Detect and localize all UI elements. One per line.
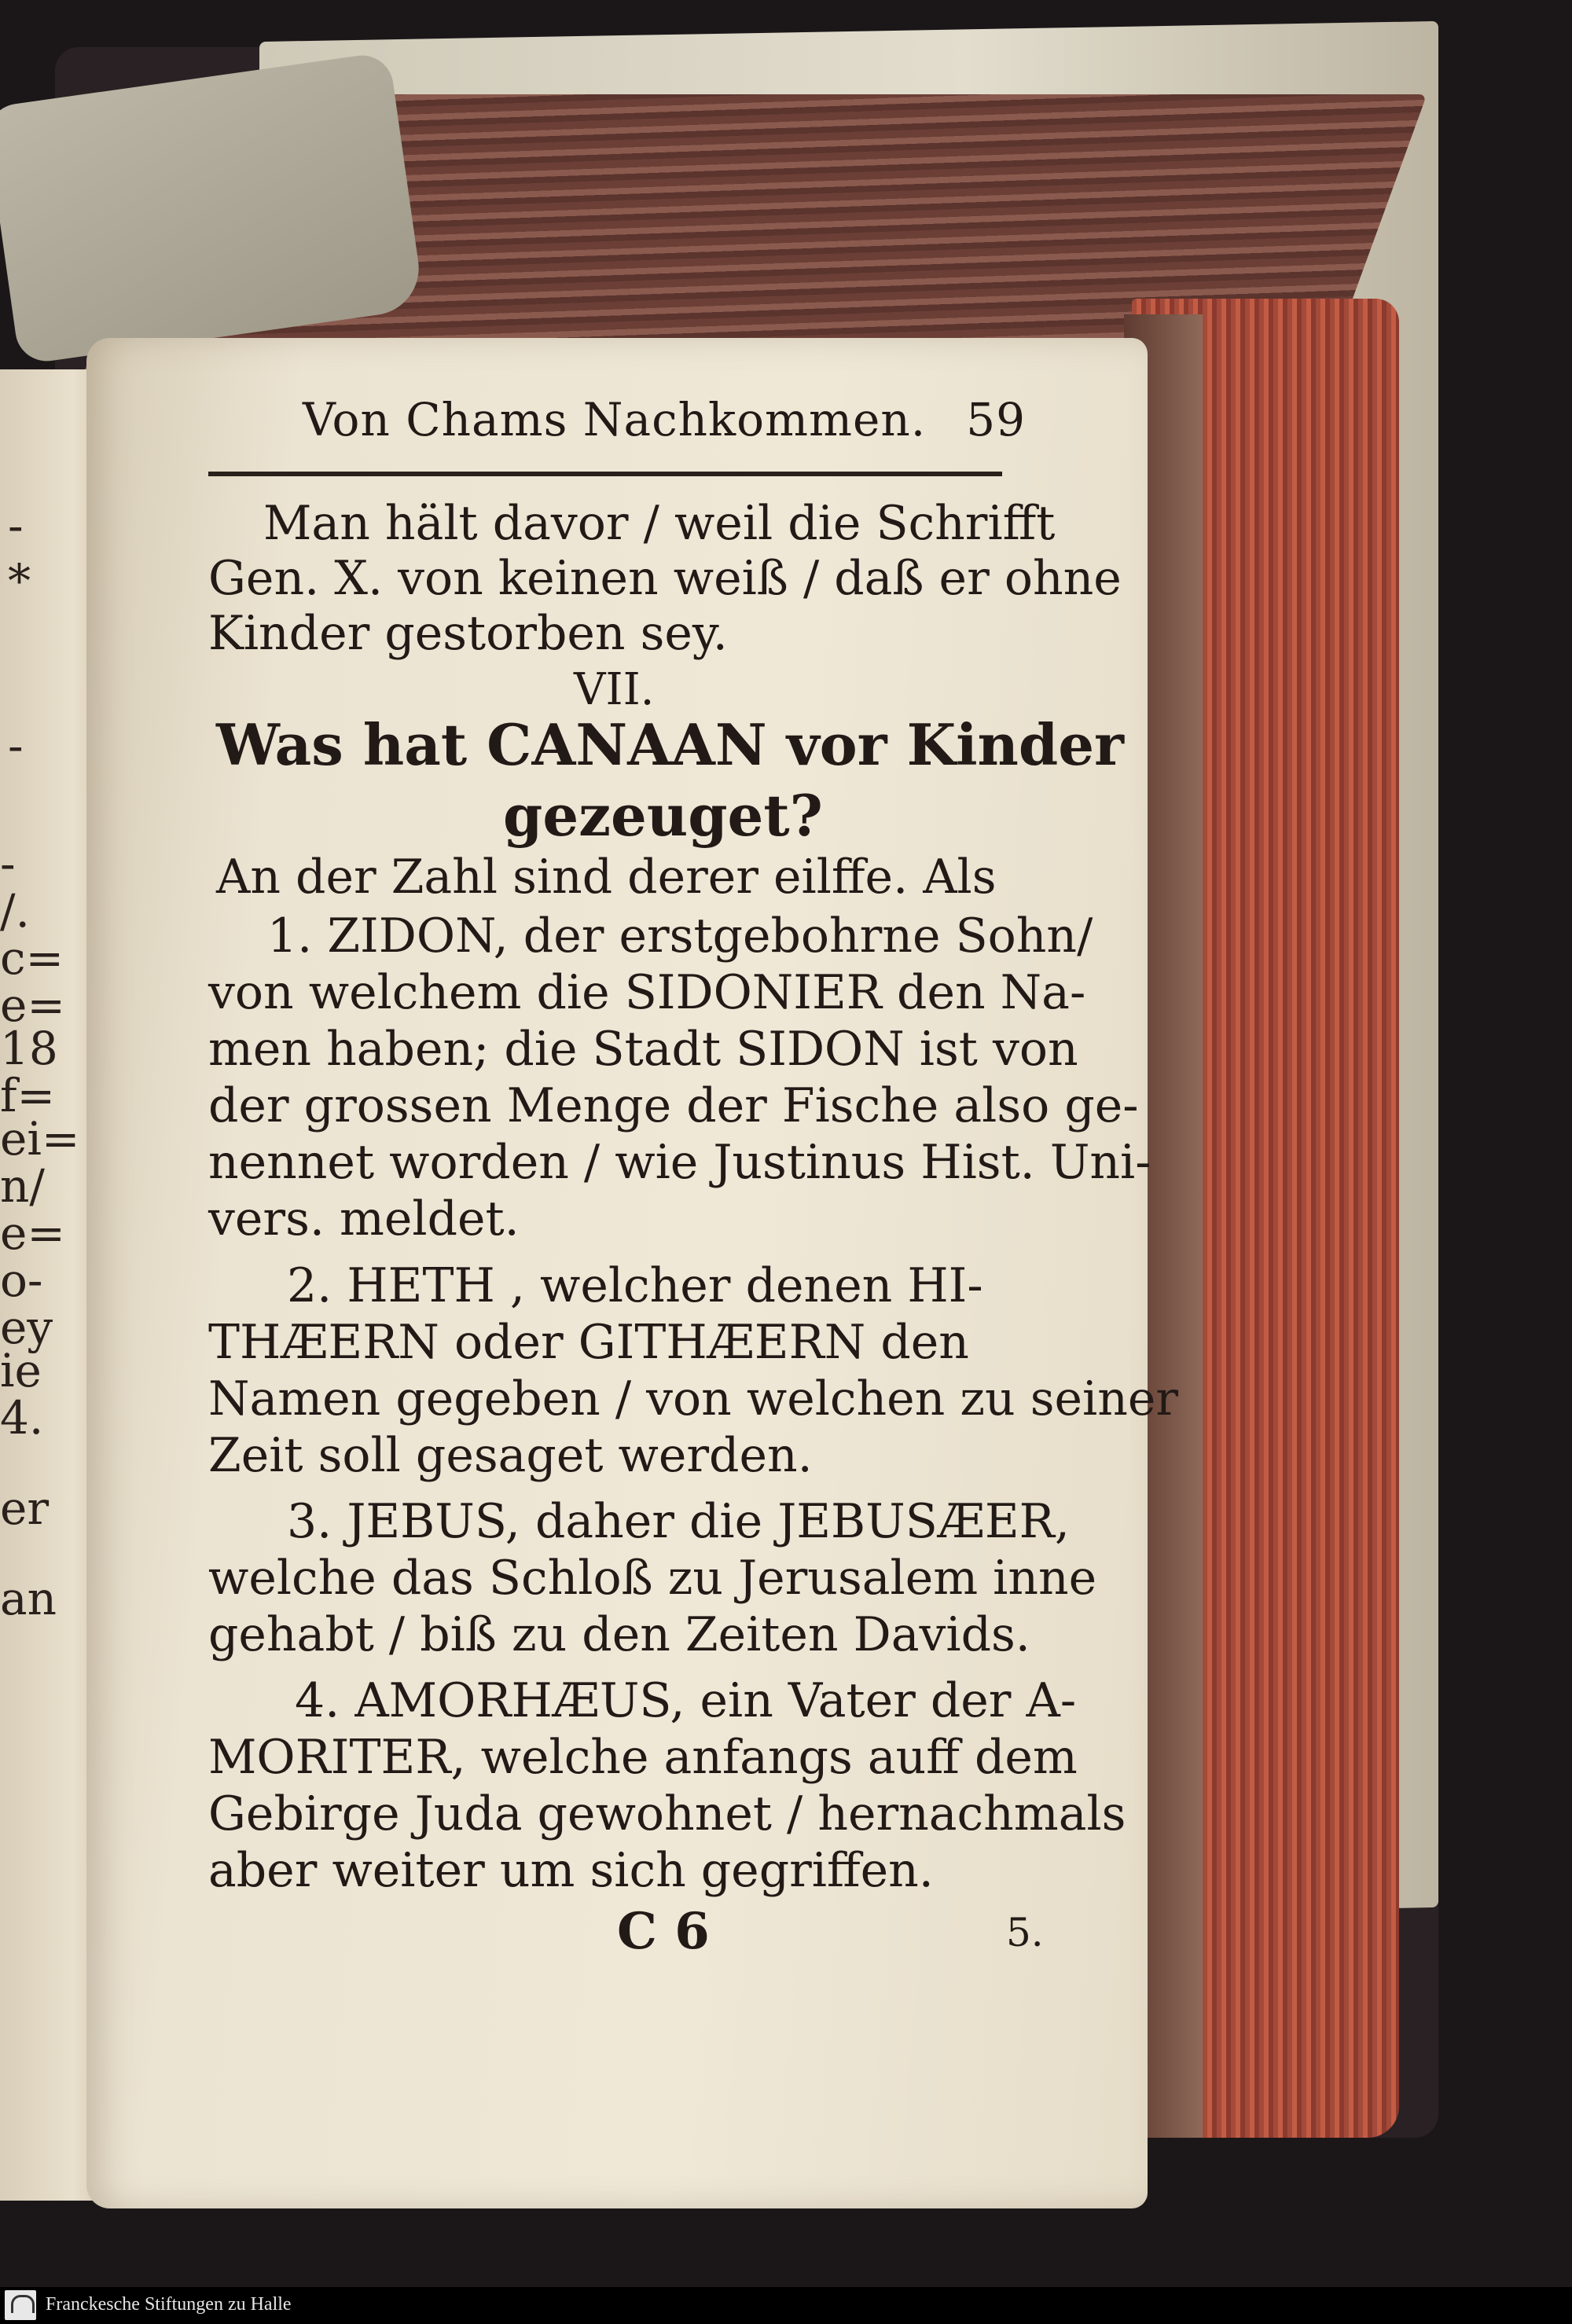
- text-line: Namen gegeben / von welchen zu seiner: [208, 1371, 1179, 1426]
- text-line: Gen. X. von keinen weiß / daß er ohne: [208, 551, 1122, 606]
- left-page-fragment: 18: [0, 1022, 58, 1075]
- left-page-fragment: er: [0, 1481, 50, 1535]
- answer-intro: An der Zahl sind derer eilffe. Als: [216, 850, 997, 905]
- section-number: VII.: [574, 664, 655, 715]
- left-page-fragment: ei=: [0, 1112, 80, 1166]
- text-line: Kinder gestorben sey.: [208, 606, 728, 661]
- text-line: 1. ZIDON, der erstgebohrne Sohn/: [267, 909, 1093, 964]
- left-page-fragment: ey: [0, 1301, 53, 1354]
- text-line: Man hält davor / weil die Schrifft: [263, 496, 1056, 551]
- catchword: 5.: [1006, 1910, 1044, 1955]
- text-line: aber weiter um sich gegriffen.: [208, 1843, 934, 1898]
- left-page-fragment: c=: [0, 931, 64, 985]
- left-page-fragment: f=: [0, 1069, 56, 1122]
- question-heading-continued: gezeuget?: [503, 782, 823, 849]
- signature-mark: C 6: [617, 1902, 710, 1961]
- text-line: von welchem die SIDONIER den Na-: [208, 965, 1086, 1020]
- left-page-fragment: /.: [0, 884, 30, 938]
- left-page-fragment: -: [8, 719, 24, 773]
- left-page-fragment: *: [8, 554, 31, 608]
- left-page-fragment: e=: [0, 1206, 65, 1260]
- running-head: [303, 393, 1026, 464]
- left-page-fragment: n/: [0, 1159, 45, 1213]
- text-line: 4. AMORHÆUS, ein Vater der A-: [295, 1673, 1077, 1728]
- text-line: 3. JEBUS, daher die JEBUSÆER,: [287, 1494, 1070, 1549]
- text-line: 2. HETH , welcher denen HI-: [287, 1258, 983, 1313]
- running-head-title: Von Chams Nachkommen.: [303, 393, 927, 446]
- text-line: nennet worden / wie Justinus Hist. Uni-: [208, 1135, 1151, 1190]
- text-line: THÆERN oder GITHÆERN den: [208, 1315, 969, 1370]
- text-line: vers. meldet.: [208, 1191, 520, 1246]
- text-line: men haben; die Stadt SIDON ist von: [208, 1022, 1078, 1077]
- left-page-fragment: an: [0, 1572, 57, 1625]
- institution-logo-icon: [5, 2290, 36, 2320]
- text-line: MORITER, welche anfangs auff dem: [208, 1730, 1078, 1785]
- text-line: gehabt / biß zu den Zeiten Davids.: [208, 1607, 1030, 1662]
- head-rule: [208, 472, 1002, 476]
- text-line: Zeit soll gesaget werden.: [208, 1428, 813, 1483]
- text-line: Gebirge Juda gewohnet / hernachmals: [208, 1786, 1126, 1841]
- text-line: der grossen Menge der Fische also ge-: [208, 1078, 1139, 1133]
- page-number: 59: [966, 393, 1026, 446]
- left-page-fragment: -: [0, 837, 16, 890]
- left-page-fragment: ie: [0, 1344, 42, 1397]
- left-page-fragment: e=: [0, 978, 65, 1032]
- left-page-fragment: -: [8, 499, 24, 553]
- left-page-fragment: 4.: [0, 1391, 44, 1445]
- credit-text: Franckesche Stiftungen zu Halle: [46, 2294, 292, 2315]
- credit-bar: [0, 2287, 1572, 2324]
- text-line: welche das Schloß zu Jerusalem inne: [208, 1551, 1097, 1606]
- question-heading: Was hat CANAAN vor Kinder: [216, 711, 1124, 778]
- left-page-fragment: o-: [0, 1254, 43, 1307]
